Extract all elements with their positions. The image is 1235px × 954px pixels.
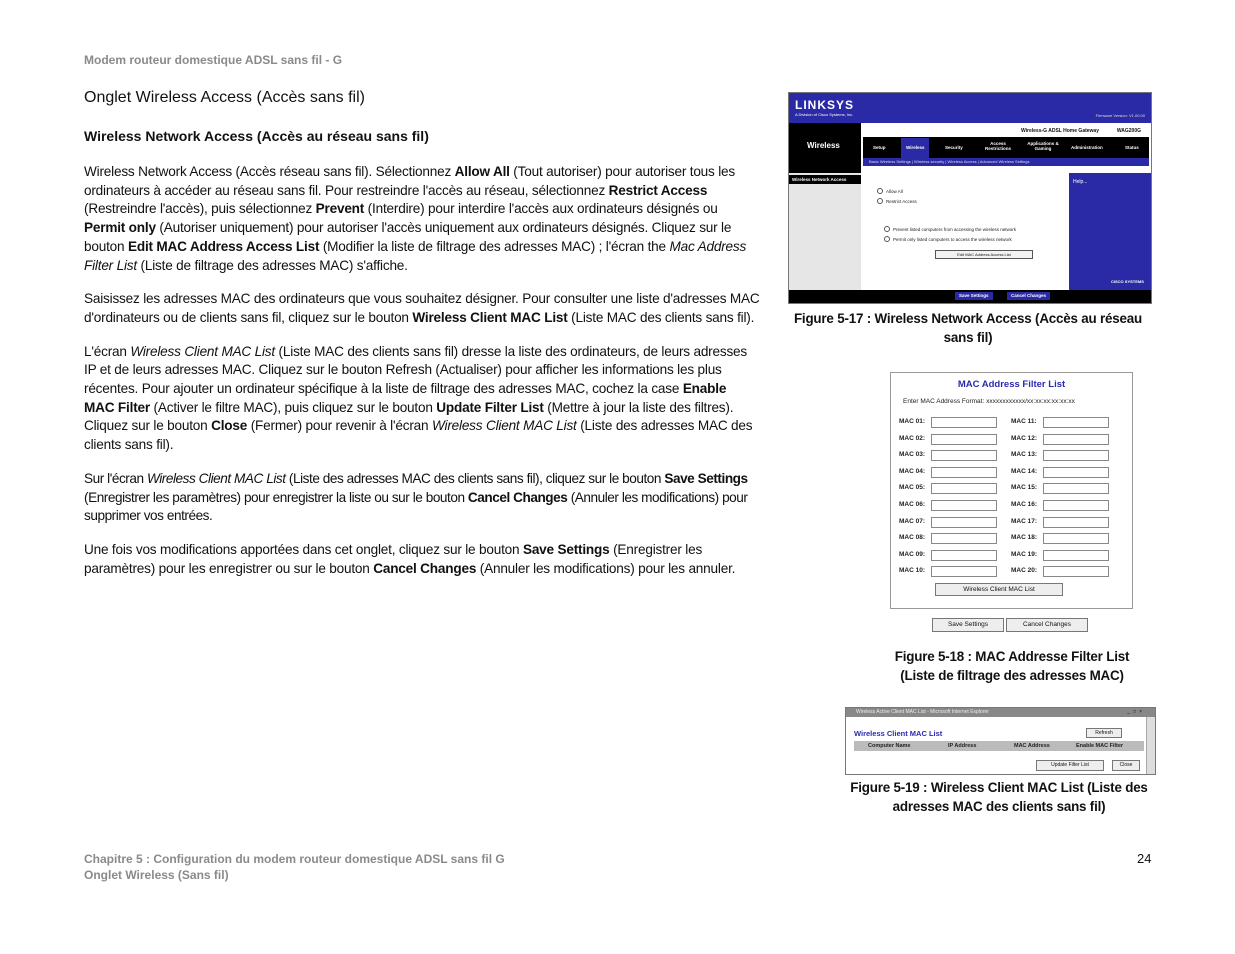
- text: (Liste MAC des clients sans fil).: [567, 309, 755, 325]
- italic-term: Wireless Client MAC List: [431, 418, 577, 434]
- mac-address-input[interactable]: [1043, 533, 1109, 544]
- subsection-title: Wireless Network Access (Accès au réseau sans fil): [84, 128, 429, 144]
- prevent-option[interactable]: [884, 226, 1016, 232]
- mac-field-label: MAC 05:: [899, 484, 926, 492]
- mac-field-row: [899, 418, 925, 425]
- text: (Interdire) pour interdire l'accès aux ordinateurs désignés ou: [364, 201, 718, 217]
- bold-term: Edit MAC Address Access List: [127, 238, 320, 254]
- tab-access-restrictions[interactable]: Access Restrictions: [984, 141, 1011, 151]
- update-filter-list-button[interactable]: Update Filter List: [1036, 760, 1104, 771]
- radio-icon: [884, 226, 890, 232]
- section-label: Wireless: [807, 141, 840, 150]
- paragraph-1: [84, 163, 760, 275]
- mac-field-row: [899, 518, 925, 525]
- mac-field-row: [1011, 567, 1037, 574]
- client-table-header: [854, 741, 1144, 751]
- bold-term: Save Settings: [664, 470, 748, 486]
- model-name: WAG200G: [1116, 128, 1141, 134]
- option-label: Permit only listed computers to access the wireless network: [893, 237, 1012, 242]
- text: (Annuler les modifications) pour supprimer vos entrées.: [84, 489, 748, 524]
- cisco-logo: CISCO SYSTEMS: [1111, 279, 1144, 284]
- wireless-client-mac-list-button[interactable]: Wireless Client MAC List: [935, 583, 1063, 596]
- mac-address-input[interactable]: [1043, 434, 1109, 445]
- mac-address-input[interactable]: [931, 533, 997, 544]
- mac-address-input[interactable]: [931, 550, 997, 561]
- figure-5-18-caption: [860, 647, 1164, 685]
- mac-format-hint: Enter MAC Address Format: xxxxxxxxxxxx/xx:xx:xx:xx:xx:xx: [903, 398, 1075, 405]
- bold-term: Permit only: [84, 220, 156, 236]
- allow-all-option[interactable]: [877, 188, 903, 194]
- figure-wireless-network-access-screenshot: [788, 92, 1152, 304]
- filter-list-title: MAC Address Filter List: [957, 379, 1066, 390]
- radio-icon: [884, 236, 890, 242]
- mac-field-row: [1011, 468, 1037, 475]
- save-settings-button[interactable]: Save Settings: [955, 292, 993, 300]
- mac-field-row: [899, 551, 925, 558]
- mac-field-label: MAC 20:: [1011, 567, 1038, 575]
- italic-term: Wireless Client MAC List: [146, 470, 286, 486]
- option-label: Restrict Access: [886, 199, 917, 204]
- paragraph-4: [84, 470, 760, 526]
- paragraph-2: [84, 290, 760, 327]
- bold-term: Cancel Changes: [373, 560, 477, 576]
- tab-setup[interactable]: Setup: [873, 145, 886, 150]
- text: (Activer le filtre MAC), puis cliquez sur le bouton: [149, 399, 437, 415]
- mac-address-input[interactable]: [1043, 517, 1109, 528]
- text: (Liste des adresses MAC des clients sans fil), cliquez sur le bouton: [285, 470, 665, 486]
- mac-field-label: MAC 01:: [899, 418, 926, 425]
- tab-security[interactable]: Security: [945, 145, 963, 150]
- col-computer-name: Computer Name: [868, 743, 911, 749]
- mac-field-label: MAC 11:: [1011, 418, 1037, 425]
- restrict-access-option[interactable]: [877, 198, 917, 204]
- main-tabs: [863, 138, 1149, 158]
- radio-icon: [877, 198, 883, 204]
- mac-address-input[interactable]: [1043, 550, 1109, 561]
- text: (Fermer) pour revenir à l'écran: [247, 418, 432, 434]
- figure-5-17-caption: Figure 5-17 : Wireless Network Access (Accès au réseau sans fil): [793, 311, 1143, 345]
- mac-field-row: [1011, 451, 1037, 458]
- logo-subtitle: A Division of Cisco Systems, Inc.: [795, 112, 854, 117]
- text: (Autoriser uniquement) pour autoriser l'accès uniquement aux ordinateurs désignés. Cliquez sur le bouton: [84, 220, 732, 254]
- mac-address-input[interactable]: [1043, 483, 1109, 494]
- linksys-logo: [795, 98, 854, 117]
- radio-icon: [877, 188, 883, 194]
- mac-field-label: MAC 07:: [899, 517, 926, 525]
- bold-term: Allow All: [454, 164, 510, 179]
- paragraph-3: [84, 343, 760, 455]
- mac-field-label: MAC 14:: [1011, 467, 1038, 475]
- text: (Restreindre l'accès), puis sélectionnez: [84, 201, 316, 217]
- mac-address-input[interactable]: [1043, 417, 1109, 428]
- mac-field-row: [1011, 484, 1037, 491]
- mac-field-label: MAC 18:: [1011, 534, 1038, 542]
- mac-field-row: [1011, 551, 1037, 558]
- text: (Enregistrer les paramètres) pour les enregistrer ou sur le bouton: [84, 541, 703, 576]
- text: L'écran: [84, 343, 131, 359]
- subtab-bar[interactable]: Basic Wireless Settings | Wireless security | Wireless Access | Advanced Wireless Settings: [863, 158, 1149, 166]
- edit-mac-list-button[interactable]: Edit MAC Address Access List: [935, 250, 1033, 259]
- mac-address-input[interactable]: [931, 467, 997, 478]
- mac-field-label: MAC 13:: [1011, 451, 1038, 459]
- bold-term: Cancel Changes: [467, 489, 568, 505]
- caption-line: adresses MAC des clients sans fil): [892, 799, 1106, 814]
- mac-field-label: MAC 15:: [1011, 484, 1038, 492]
- text: (Liste de filtrage des adresses MAC) s'affiche.: [136, 257, 408, 273]
- option-label: Prevent listed computers from accessing the wireless network: [893, 227, 1017, 232]
- text: (Tout autoriser) pour autoriser tous les ordinateurs à accéder au réseau sans fil. Pour restreindre l'accès au réseau, sélectionnez: [84, 164, 735, 198]
- mac-field-label: MAC 19:: [1011, 550, 1038, 558]
- page-number: 24: [1137, 851, 1152, 866]
- text: Une fois vos modifications apportées dans cet onglet, cliquez sur le bouton: [84, 541, 523, 557]
- caption-line: (Liste de filtrage des adresses MAC): [900, 668, 1124, 683]
- mac-field-row: [899, 501, 925, 508]
- col-mac-address: MAC Address: [1014, 743, 1050, 749]
- caption-line: Figure 5-19 : Wireless Client MAC List (Liste des: [850, 780, 1148, 795]
- mac-address-input[interactable]: [931, 500, 997, 511]
- scrollbar[interactable]: [1146, 717, 1155, 774]
- figure-5-19-caption: [830, 778, 1168, 816]
- logo-text: LINKSYS: [795, 98, 855, 112]
- mac-address-input[interactable]: [1043, 566, 1109, 577]
- mac-field-row: [899, 451, 925, 458]
- mac-address-input[interactable]: [931, 517, 997, 528]
- italic-term: Wireless Client MAC List: [130, 343, 275, 359]
- tab-administration[interactable]: Administration: [1071, 145, 1103, 150]
- bold-term: Save Settings: [522, 541, 610, 557]
- section-title: Onglet Wireless Access (Accès sans fil): [84, 89, 365, 106]
- mac-field-row: [899, 435, 925, 442]
- bold-term: Wireless Client MAC List: [412, 309, 568, 325]
- bold-term: Enable MAC Filter: [84, 381, 727, 415]
- bold-term: Restrict Access: [608, 182, 708, 198]
- bold-term: Prevent: [315, 201, 365, 217]
- tab-wireless[interactable]: Wireless: [901, 138, 929, 158]
- text: (Liste des adresses MAC des clients sans fil).: [84, 418, 753, 453]
- col-enable-mac-filter: Enable MAC Filter: [1076, 743, 1124, 749]
- figure-wireless-client-mac-list: [845, 707, 1156, 775]
- option-label: Allow All: [886, 189, 903, 194]
- italic-term: Mac Address Filter List: [84, 238, 747, 273]
- mac-field-row: [1011, 518, 1037, 525]
- gateway-name: Wireless-G ADSL Home Gateway: [1020, 128, 1099, 134]
- help-link[interactable]: Help...: [1073, 179, 1088, 185]
- mac-field-label: MAC 02:: [899, 434, 926, 442]
- firmware-version: Firmware Version: V1.00.00: [1095, 113, 1145, 118]
- mac-field-row: [1011, 534, 1037, 541]
- mac-address-input[interactable]: [931, 566, 997, 577]
- client-list-heading: Wireless Client MAC List: [854, 729, 943, 738]
- text: (Mettre à jour la liste des filtres). Cliquez sur le bouton: [84, 399, 734, 434]
- mac-address-input[interactable]: [931, 417, 997, 428]
- mac-address-input[interactable]: [1043, 467, 1109, 478]
- mac-field-row: [899, 534, 925, 541]
- figure-mac-address-filter-list: [890, 372, 1133, 609]
- paragraph-5: [84, 541, 760, 578]
- mac-field-label: MAC 16:: [1011, 501, 1038, 508]
- mac-field-row: [1011, 418, 1037, 425]
- mac-field-label: MAC 17:: [1011, 517, 1038, 525]
- mac-field-label: MAC 12:: [1011, 434, 1038, 442]
- mac-field-label: MAC 04:: [899, 467, 926, 475]
- permit-only-option[interactable]: [884, 236, 1012, 242]
- body-text: [84, 163, 760, 593]
- tab-status[interactable]: Status: [1125, 145, 1139, 150]
- mac-field-row: [899, 468, 925, 475]
- save-settings-button[interactable]: Save Settings: [932, 618, 1004, 632]
- bold-term: Close: [211, 418, 248, 434]
- refresh-button[interactable]: Refresh: [1086, 728, 1122, 738]
- mac-field-row: [899, 484, 925, 491]
- mac-address-input[interactable]: [931, 450, 997, 461]
- col-ip-address: IP Address: [948, 743, 977, 749]
- text: (Liste MAC des clients sans fil) dresse la liste des ordinateurs, de leurs adresses IP et de leurs adresses MAC. Cliquez sur le bouton Refresh (Actualiser) pour afficher les informations les plus récentes. Pour ajouter un ordinateur spécifique à la liste de filtrage des adresses MAC, cochez la case: [84, 343, 748, 397]
- mac-field-label: MAC 10:: [899, 567, 926, 575]
- help-panel: [1069, 173, 1151, 291]
- close-button[interactable]: Close: [1112, 760, 1140, 771]
- footer-section: Onglet Wireless (Sans fil): [84, 868, 229, 882]
- mac-field-row: [1011, 501, 1037, 508]
- text: Sur l'écran: [84, 470, 147, 486]
- text: (Enregistrer les paramètres) pour enregistrer la liste ou sur le bouton: [84, 489, 468, 505]
- tab-applications-gaming[interactable]: Applications & Gaming: [1027, 141, 1059, 151]
- mac-field-label: MAC 08:: [899, 534, 926, 542]
- footer-chapter: Chapitre 5 : Configuration du modem routeur domestique ADSL sans fil G: [84, 852, 505, 866]
- mac-field-label: MAC 09:: [899, 550, 926, 558]
- window-controls-icon[interactable]: _□×: [1127, 709, 1145, 715]
- mac-field-row: [899, 567, 925, 574]
- mac-address-input[interactable]: [1043, 450, 1109, 461]
- window-titlebar: Wireless Active Client MAC List - Microsoft Internet Explorer: [846, 708, 1155, 717]
- side-panel: [789, 173, 861, 303]
- mac-field-row: [1011, 435, 1037, 442]
- caption-line: Figure 5-18 : MAC Addresse Filter List: [894, 649, 1130, 664]
- running-header: Modem routeur domestique ADSL sans fil - G: [84, 53, 343, 67]
- mac-address-input[interactable]: [1043, 500, 1109, 511]
- gateway-bar: [863, 125, 1149, 138]
- text: Wireless Network Access (Accès réseau sans fil). Sélectionnez: [84, 164, 455, 179]
- text: Saisissez les adresses MAC des ordinateurs que vous souhaitez désigner. Pour consulter une liste d'adresses MAC d'ordinateurs ou de clients sans fil, cliquez sur le bouton: [84, 291, 760, 325]
- text: (Annuler les modifications) pour les annuler.: [476, 560, 736, 576]
- bold-term: Update Filter List: [436, 399, 544, 415]
- cancel-changes-button[interactable]: Cancel Changes: [1006, 618, 1088, 632]
- cancel-changes-button[interactable]: Cancel Changes: [1007, 292, 1050, 300]
- mac-field-label: MAC 06:: [899, 501, 926, 508]
- mac-field-label: MAC 03:: [899, 451, 926, 459]
- text: (Modifier la liste de filtrage des adresses MAC) ; l'écran the: [319, 238, 670, 254]
- mac-address-input[interactable]: [931, 483, 997, 494]
- page-footer: [84, 851, 505, 883]
- side-label: Wireless Network Access: [789, 175, 861, 184]
- mac-address-input[interactable]: [931, 434, 997, 445]
